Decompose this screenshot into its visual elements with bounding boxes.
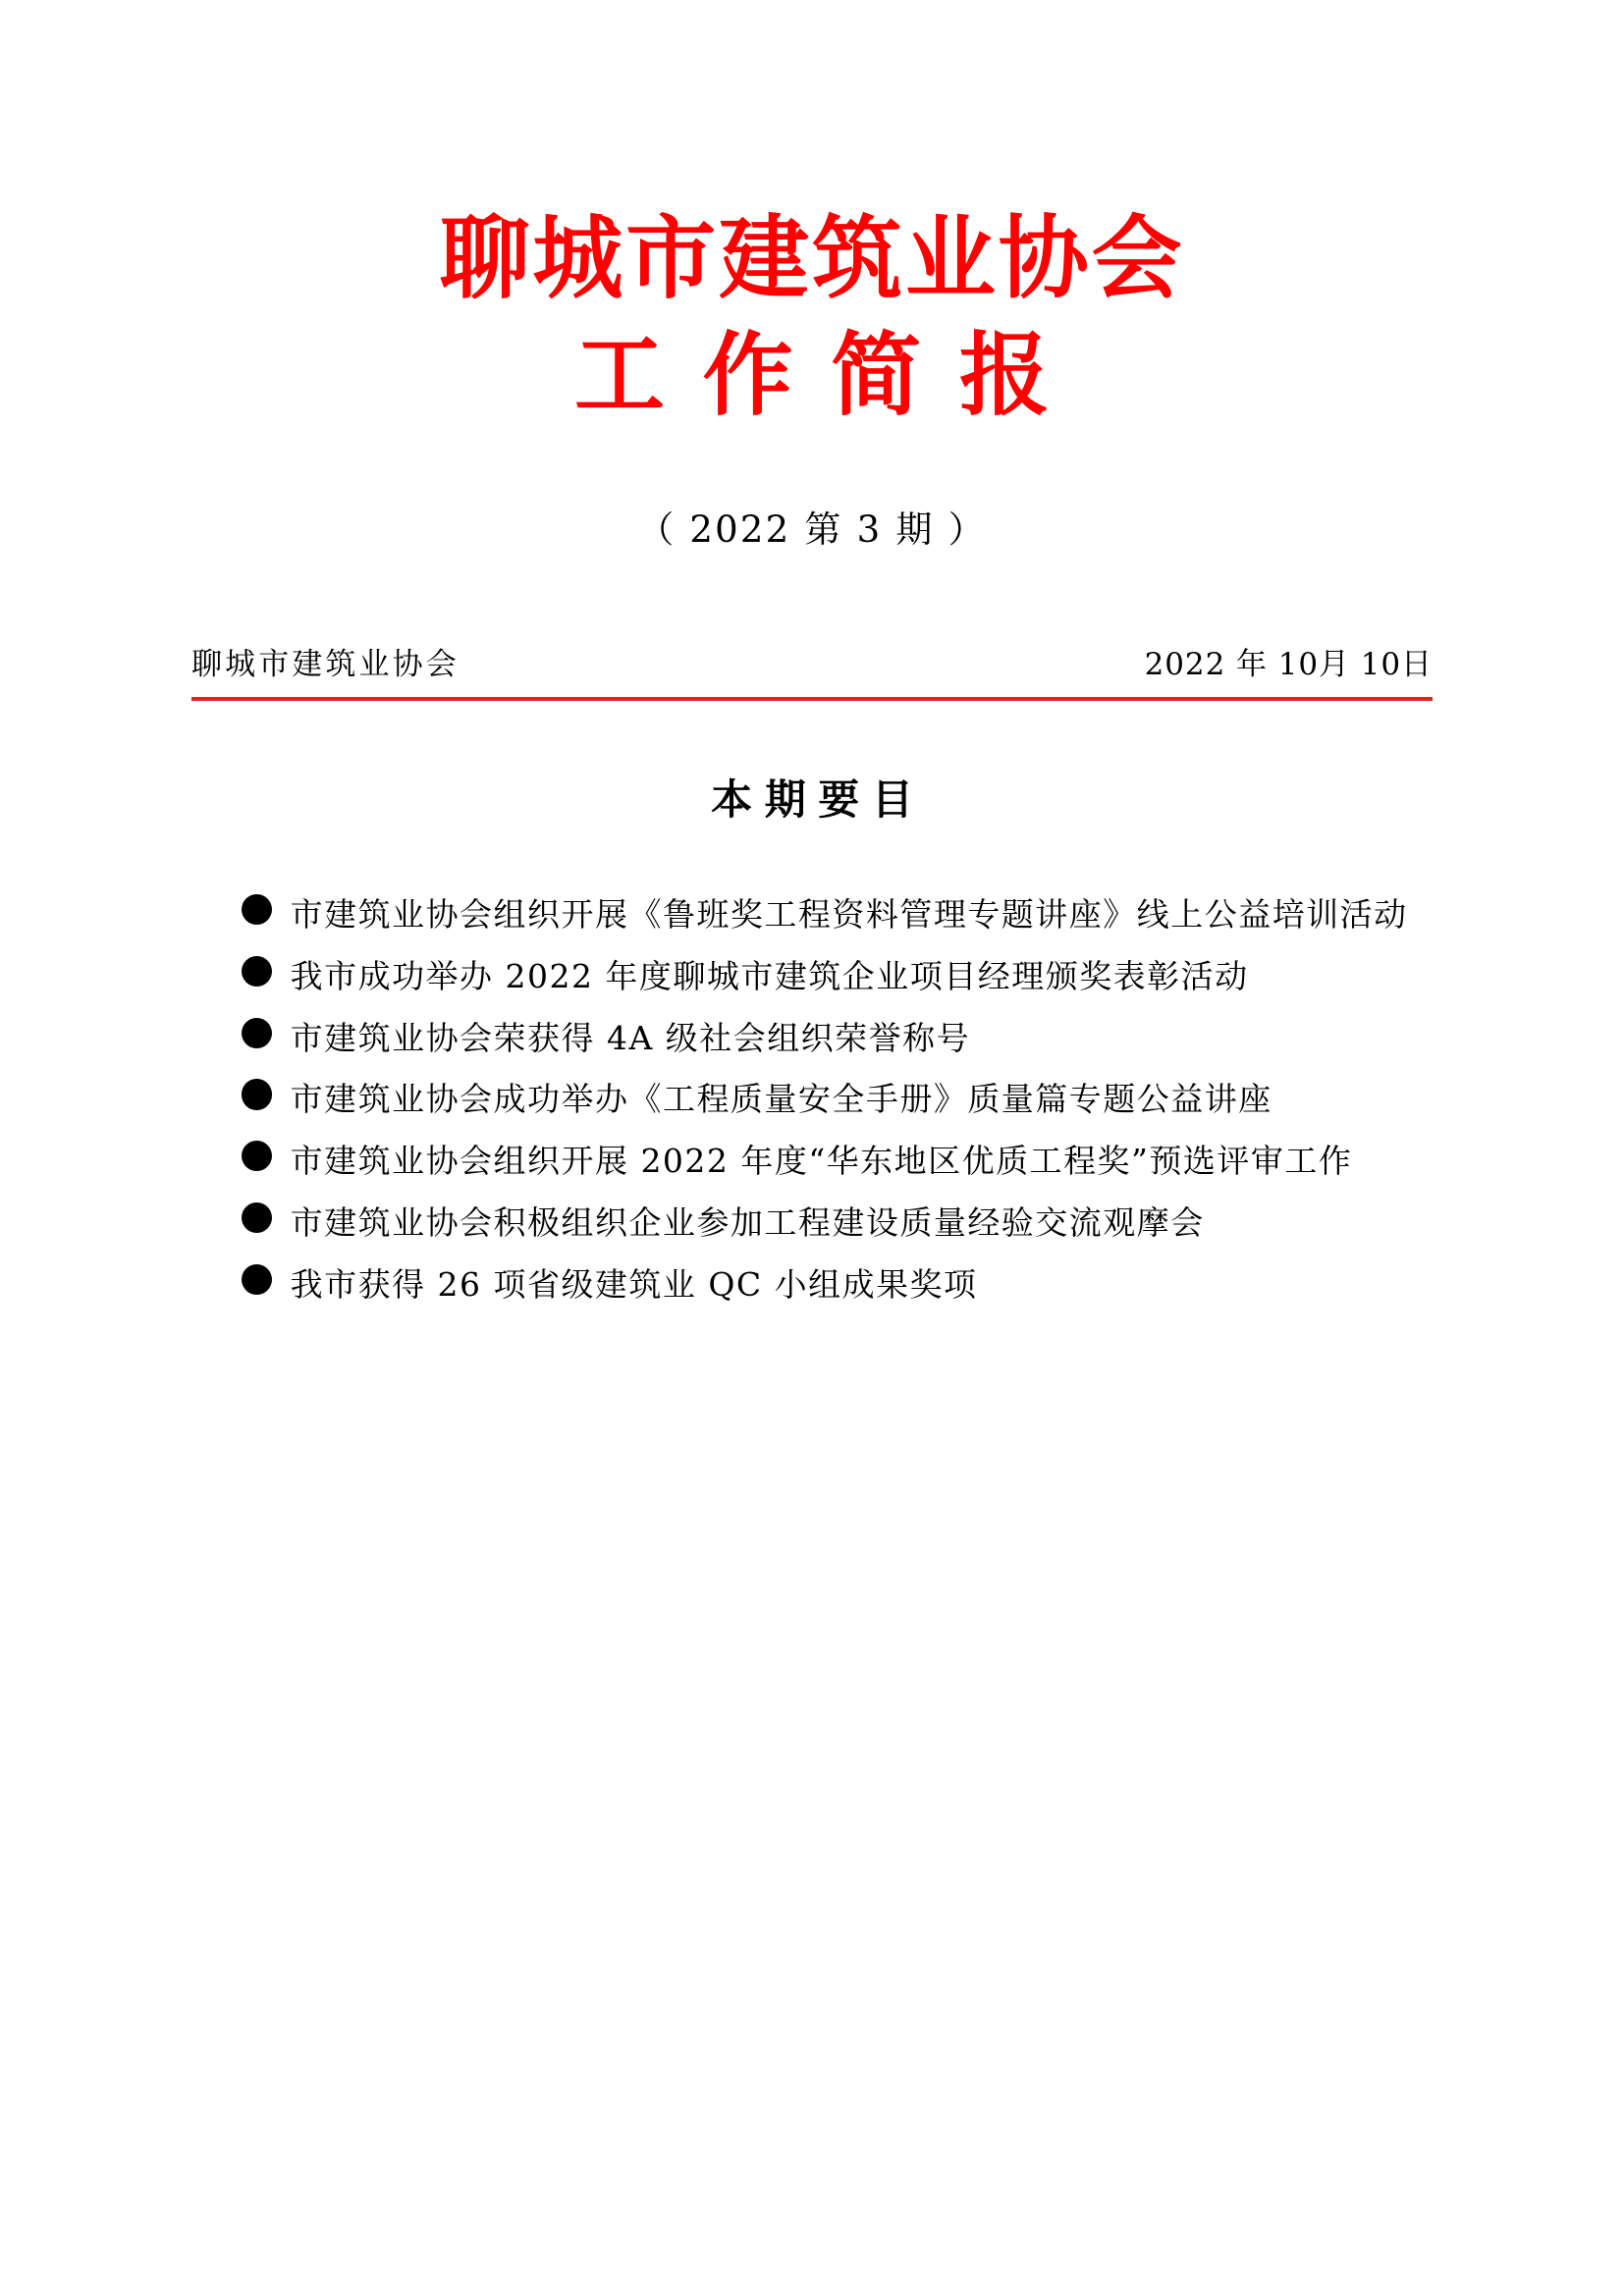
- publication-date: 2022 年 10月 10日: [1144, 647, 1433, 683]
- list-item: [191, 1134, 1433, 1190]
- table-of-contents: [191, 887, 1433, 1312]
- list-item: [191, 1257, 1433, 1313]
- list-item: [191, 1011, 1433, 1067]
- list-item-label: 市建筑业协会荣获得 4A 级社会组织荣誉称号: [290, 1018, 971, 1057]
- list-item: [191, 949, 1433, 1005]
- list-item-label: 市建筑业协会积极组织企业参加工程建设质量经验交流观摩会: [290, 1202, 1205, 1242]
- masthead-line-2: 工作简报: [574, 322, 1088, 428]
- list-item-label: 我市获得 26 项省级建筑业 QC 小组成果奖项: [290, 1264, 978, 1304]
- list-item-label: 我市成功举办 2022 年度聊城市建筑企业项目经理颁奖表彰活动: [290, 956, 1249, 995]
- list-item-label: 市建筑业协会成功举办《工程质量安全手册》质量篇专题公益讲座: [290, 1080, 1272, 1119]
- list-item-label: 市建筑业协会组织开展《鲁班奖工程资料管理专题讲座》线上公益培训活动: [290, 895, 1408, 934]
- bullet-icon: [242, 956, 272, 987]
- list-item-label: 市建筑业协会组织开展 2022 年度“华东地区优质工程奖”预选评审工作: [290, 1142, 1353, 1181]
- issue-number: （ 2022 第 3 期 ）: [637, 508, 987, 552]
- list-item: [191, 887, 1433, 943]
- bullet-icon: [242, 1202, 272, 1233]
- publisher-row: [191, 639, 1433, 683]
- bullet-icon: [242, 1264, 272, 1295]
- masthead-line-1: 聊城市建筑业协会: [439, 206, 1185, 311]
- bullet-icon: [242, 894, 272, 925]
- bullet-icon: [242, 1141, 272, 1171]
- list-item: [191, 1072, 1433, 1128]
- list-item: [191, 1196, 1433, 1252]
- publisher-name: 聊城市建筑业协会: [191, 647, 460, 683]
- section-title: 本期要目: [711, 775, 926, 825]
- bullet-icon: [242, 1079, 272, 1109]
- masthead: [191, 0, 1433, 429]
- header-divider: [191, 697, 1433, 701]
- bullet-icon: [242, 1018, 272, 1048]
